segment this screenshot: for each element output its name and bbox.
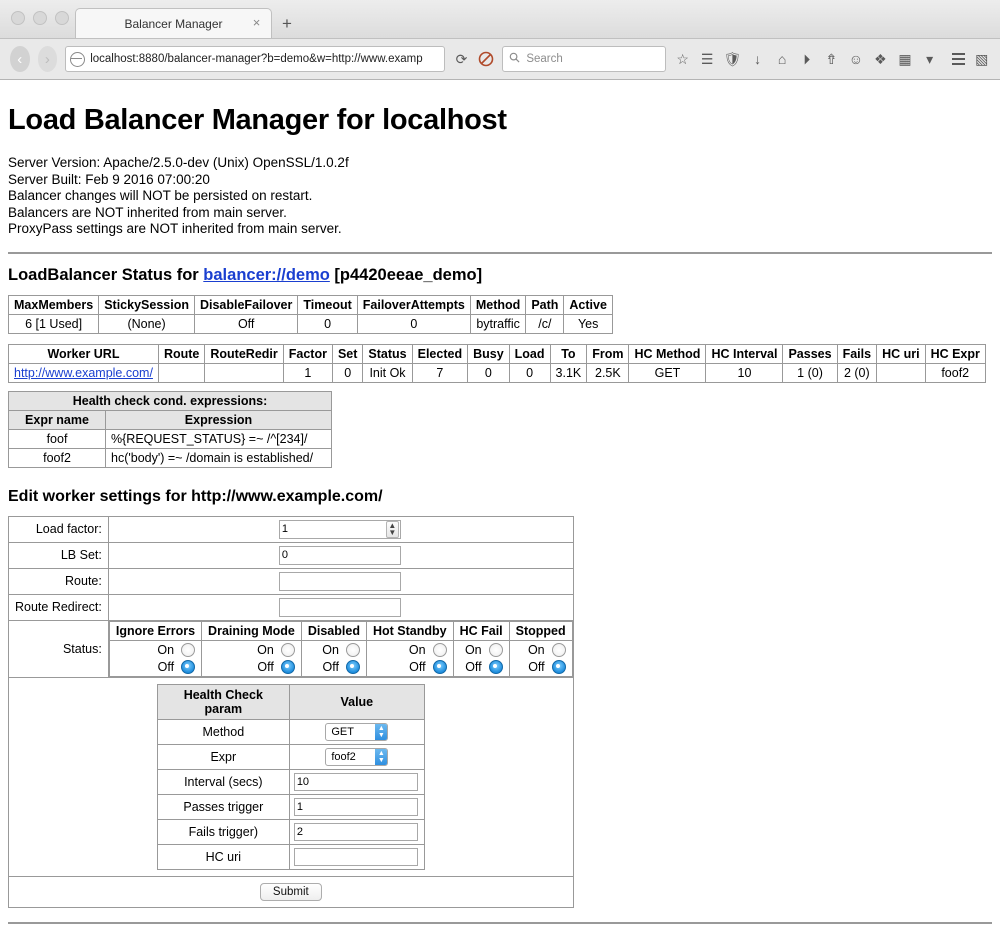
route-label: Route: xyxy=(9,568,109,594)
off-label: Off xyxy=(257,659,274,674)
downloads-icon[interactable]: ↓ xyxy=(754,51,762,67)
minimize-window-button[interactable] xyxy=(33,11,47,25)
td-elected: 7 xyxy=(412,363,467,382)
th-method: Method xyxy=(470,295,525,314)
td-expression: %{REQUEST_STATUS} =~ /^[234]/ xyxy=(106,429,332,448)
balancer-status-table xyxy=(8,295,613,334)
page-title: Load Balancer Manager for localhost xyxy=(8,104,507,136)
th-fails: Fails xyxy=(837,344,877,363)
th-from: From xyxy=(587,344,629,363)
balancer-link[interactable]: balancer://demo xyxy=(203,265,330,284)
chevron-down-icon[interactable]: ▾ xyxy=(926,50,934,67)
load-factor-stepper[interactable] xyxy=(279,520,401,539)
table-row xyxy=(157,819,424,844)
server-info xyxy=(8,155,992,238)
th-route: Route xyxy=(158,344,204,363)
table-row xyxy=(9,429,332,448)
on-label: On xyxy=(527,642,545,657)
hc-method-value: GET xyxy=(331,725,354,738)
form-row-route xyxy=(9,568,574,594)
td-maxmembers: 6 [1 Used] xyxy=(9,314,99,333)
close-window-button[interactable] xyxy=(11,11,25,25)
off-label: Off xyxy=(322,659,339,674)
hc-expressions-title: Health check cond. expressions: xyxy=(9,391,332,410)
lb-set-label: LB Set: xyxy=(9,542,109,568)
status-label: Status: xyxy=(9,620,109,677)
table-row xyxy=(9,314,613,333)
th-hc-fail: HC Fail xyxy=(453,621,509,640)
hc-expr-value: foof2 xyxy=(331,750,356,763)
extension-icon[interactable]: ❖ xyxy=(874,50,887,67)
hot-standby-on-radio[interactable] xyxy=(433,643,447,657)
form-row-status xyxy=(9,620,574,677)
form-row-submit xyxy=(9,876,574,907)
back-button[interactable]: ‹ xyxy=(10,46,30,72)
worker-table xyxy=(8,344,986,383)
status-cell xyxy=(108,620,573,677)
table-header-row xyxy=(9,410,332,429)
browser-chrome xyxy=(0,0,1000,80)
cell-hc-fail xyxy=(453,640,509,676)
proxypass-note: ProxyPass settings are NOT inherited from main server. xyxy=(8,221,342,236)
off-label: Off xyxy=(528,659,545,674)
hc-param-passes-label: Passes trigger xyxy=(157,794,289,819)
th-timeout: Timeout xyxy=(298,295,357,314)
route-redirect-cell xyxy=(108,594,573,620)
hc-param-passes-cell xyxy=(289,794,424,819)
library-icon[interactable]: ▧ xyxy=(975,50,989,67)
cell-draining-mode xyxy=(202,640,302,676)
td-expression: hc('body') =~ /domain is established/ xyxy=(106,448,332,467)
td-expr-name: foof xyxy=(9,429,106,448)
th-draining-mode: Draining Mode xyxy=(202,621,302,640)
hc-param-expr-label: Expr xyxy=(157,744,289,769)
off-label: Off xyxy=(409,659,426,674)
on-label: On xyxy=(157,642,175,657)
server-version: Server Version: Apache/2.5.0-dev (Unix) OpenSSL/1.0.2f xyxy=(8,155,349,170)
lb-set-cell xyxy=(108,542,573,568)
balancer-heading-suffix: [p4420eeae_demo] xyxy=(329,265,483,284)
th-expr-name: Expr name xyxy=(9,410,106,429)
route-redirect-input[interactable] xyxy=(279,598,401,617)
td-status: Init Ok xyxy=(363,363,412,382)
hc-expr-select[interactable] xyxy=(325,748,388,766)
table-title-row xyxy=(9,391,332,410)
td-to: 3.1K xyxy=(550,363,587,382)
page-content xyxy=(0,80,1000,924)
th-path: Path xyxy=(526,295,564,314)
th-hc-param: Health Check param xyxy=(157,684,289,719)
table-header-row xyxy=(157,684,424,719)
th-failoverattempts: FailoverAttempts xyxy=(357,295,470,314)
off-label: Off xyxy=(157,659,175,674)
submit-cell xyxy=(9,876,574,907)
cell-hot-standby xyxy=(366,640,453,676)
th-maxmembers: MaxMembers xyxy=(9,295,99,314)
th-factor: Factor xyxy=(283,344,332,363)
table-header-row xyxy=(109,621,572,640)
route-cell xyxy=(108,568,573,594)
off-label: Off xyxy=(465,659,482,674)
smiley-icon[interactable]: ☺ xyxy=(848,51,864,67)
sidebar-icon[interactable]: ▦ xyxy=(898,50,912,67)
td-load: 0 xyxy=(509,363,550,382)
route-input[interactable] xyxy=(279,572,401,591)
th-hc-uri: HC uri xyxy=(877,344,926,363)
th-passes: Passes xyxy=(783,344,837,363)
hc-param-uri-cell xyxy=(289,844,424,869)
stopped-off-radio[interactable] xyxy=(552,660,566,674)
hc-param-expr-cell xyxy=(289,744,424,769)
th-hc-interval: HC Interval xyxy=(706,344,783,363)
hc-param-method-label: Method xyxy=(157,719,289,744)
td-hc-interval: 10 xyxy=(706,363,783,382)
hc-param-interval-cell xyxy=(289,769,424,794)
th-hc-method: HC Method xyxy=(629,344,706,363)
form-row-route-redirect xyxy=(9,594,574,620)
on-label: On xyxy=(408,642,426,657)
th-routeredir: RouteRedir xyxy=(205,344,283,363)
hc-param-fails-label: Fails trigger) xyxy=(157,819,289,844)
zoom-window-button[interactable] xyxy=(55,11,69,25)
disabled-on-radio[interactable] xyxy=(346,643,360,657)
reload-button[interactable]: ⟳ xyxy=(455,50,468,67)
table-row xyxy=(157,719,424,744)
draining-mode-on-radio[interactable] xyxy=(281,643,295,657)
table-row xyxy=(157,794,424,819)
edit-worker-heading: Edit worker settings for http://www.example.com/ xyxy=(8,487,383,505)
divider-bottom xyxy=(8,922,992,924)
td-failoverattempts: 0 xyxy=(357,314,470,333)
table-row xyxy=(109,640,572,676)
home-icon[interactable]: ⌂ xyxy=(777,51,787,67)
td-fails: 2 (0) xyxy=(837,363,877,382)
tab-label: Balancer Manager xyxy=(124,16,223,31)
td-stickysession: (None) xyxy=(99,314,195,333)
ignore-errors-on-radio[interactable] xyxy=(181,643,195,657)
inherit-note: Balancers are NOT inherited from main server. xyxy=(8,204,287,220)
chevron-updown-icon: ▲ ▼ xyxy=(375,724,387,740)
th-hc-expr: HC Expr xyxy=(925,344,985,363)
hc-fail-off-radio[interactable] xyxy=(489,660,503,674)
forward-button[interactable]: › xyxy=(38,46,58,72)
window-titlebar xyxy=(0,0,1000,39)
address-bar[interactable] xyxy=(65,46,445,72)
server-built: Server Built: Feb 9 2016 07:00:20 xyxy=(8,171,210,187)
form-row-load-factor xyxy=(9,516,574,542)
td-factor: 1 xyxy=(283,363,332,382)
on-label: On xyxy=(257,642,274,657)
td-route xyxy=(158,363,204,382)
hc-param-uri-label: HC uri xyxy=(157,844,289,869)
td-hc-method: GET xyxy=(629,363,706,382)
lb-set-input[interactable] xyxy=(279,546,401,565)
load-factor-input[interactable] xyxy=(279,520,401,539)
td-expr-name: foof2 xyxy=(9,448,106,467)
table-row xyxy=(157,744,424,769)
td-path: /c/ xyxy=(526,314,564,333)
on-label: On xyxy=(464,642,482,657)
tab-balancer-manager[interactable] xyxy=(75,8,272,38)
close-tab-icon[interactable]: × xyxy=(252,15,261,30)
th-to: To xyxy=(550,344,587,363)
stopped-on-radio[interactable] xyxy=(552,643,566,657)
hc-uri-input[interactable] xyxy=(294,848,418,866)
table-row xyxy=(9,448,332,467)
td-active: Yes xyxy=(564,314,613,333)
table-row xyxy=(157,844,424,869)
navigation-toolbar xyxy=(0,39,1000,79)
hc-param-interval-label: Interval (secs) xyxy=(157,769,289,794)
td-disablefailover: Off xyxy=(194,314,297,333)
new-tab-button[interactable]: + xyxy=(282,13,292,33)
reader-view-icon[interactable]: ☰ xyxy=(700,50,714,67)
form-row-health-check xyxy=(9,677,574,876)
hc-interval-input[interactable] xyxy=(294,773,418,791)
edit-worker-form xyxy=(8,516,574,908)
th-disabled: Disabled xyxy=(301,621,366,640)
th-disablefailover: DisableFailover xyxy=(194,295,297,314)
th-set: Set xyxy=(332,344,362,363)
td-busy: 0 xyxy=(468,363,510,382)
window-controls[interactable] xyxy=(11,11,69,25)
th-worker-url: Worker URL xyxy=(9,344,159,363)
menu-button[interactable] xyxy=(952,53,966,65)
form-row-lb-set xyxy=(9,542,574,568)
load-factor-cell xyxy=(108,516,573,542)
td-from: 2.5K xyxy=(587,363,629,382)
td-timeout: 0 xyxy=(298,314,357,333)
cell-stopped xyxy=(509,640,572,676)
table-row xyxy=(9,363,986,382)
th-active: Active xyxy=(564,295,613,314)
search-input[interactable] xyxy=(502,46,666,72)
table-row xyxy=(157,769,424,794)
status-table xyxy=(109,621,573,677)
td-method: bytraffic xyxy=(470,314,525,333)
draining-mode-off-radio[interactable] xyxy=(281,660,295,674)
pocket-icon[interactable]: ⇮ xyxy=(825,50,838,67)
worker-url-link[interactable]: http://www.example.com/ xyxy=(14,365,153,380)
address-bar-text: localhost:8880/balancer-manager?b=demo&w=http://www.examp xyxy=(90,53,423,65)
th-load: Load xyxy=(509,344,550,363)
on-label: On xyxy=(322,642,339,657)
table-header-row xyxy=(9,344,986,363)
td-worker-url[interactable] xyxy=(9,363,159,382)
route-redirect-label: Route Redirect: xyxy=(9,594,109,620)
hot-standby-off-radio[interactable] xyxy=(433,660,447,674)
health-check-params-cell xyxy=(9,677,574,876)
search-placeholder: Search xyxy=(526,53,563,65)
td-set: 0 xyxy=(332,363,362,382)
td-passes: 1 (0) xyxy=(783,363,837,382)
divider-top xyxy=(8,252,992,254)
shield-icon[interactable]: 🛡 xyxy=(723,50,742,67)
search-icon xyxy=(509,52,520,66)
hc-fails-input[interactable] xyxy=(294,823,418,841)
send-icon[interactable]: ⏵ xyxy=(803,50,811,67)
blocked-icon[interactable] xyxy=(478,48,495,70)
bookmark-star-icon[interactable]: ☆ xyxy=(676,50,689,67)
td-hc-uri xyxy=(877,363,926,382)
balancer-heading xyxy=(8,266,992,285)
th-stickysession: StickySession xyxy=(99,295,195,314)
disabled-off-radio[interactable] xyxy=(346,660,360,674)
th-elected: Elected xyxy=(412,344,467,363)
hc-passes-input[interactable] xyxy=(294,798,418,816)
hc-param-fails-cell xyxy=(289,819,424,844)
table-header-row xyxy=(9,295,613,314)
th-ignore-errors: Ignore Errors xyxy=(109,621,201,640)
td-hc-expr: foof2 xyxy=(925,363,985,382)
hc-fail-on-radio[interactable] xyxy=(489,643,503,657)
hc-method-select[interactable] xyxy=(325,723,388,741)
th-hot-standby: Hot Standby xyxy=(366,621,453,640)
th-expression: Expression xyxy=(106,410,332,429)
persist-note: Balancer changes will NOT be persisted on restart. xyxy=(8,188,313,203)
health-check-expressions-table xyxy=(8,391,332,468)
tab-strip xyxy=(75,0,302,38)
hc-param-method-cell xyxy=(289,719,424,744)
cell-disabled xyxy=(301,640,366,676)
balancer-heading-prefix: LoadBalancer Status for xyxy=(8,265,204,284)
submit-button[interactable]: Submit xyxy=(260,883,322,901)
th-status: Status xyxy=(363,344,412,363)
chevron-updown-icon: ▲ ▼ xyxy=(375,749,387,765)
ignore-errors-off-radio[interactable] xyxy=(181,660,195,674)
globe-icon xyxy=(70,52,85,67)
td-routeredir xyxy=(205,363,283,382)
load-factor-label: Load factor: xyxy=(9,516,109,542)
health-check-params-table xyxy=(157,684,425,870)
stepper-arrows-icon[interactable]: ▲ ▼ xyxy=(386,521,399,538)
th-stopped: Stopped xyxy=(509,621,572,640)
cell-ignore-errors xyxy=(109,640,201,676)
th-hc-value: Value xyxy=(289,684,424,719)
th-busy: Busy xyxy=(468,344,510,363)
